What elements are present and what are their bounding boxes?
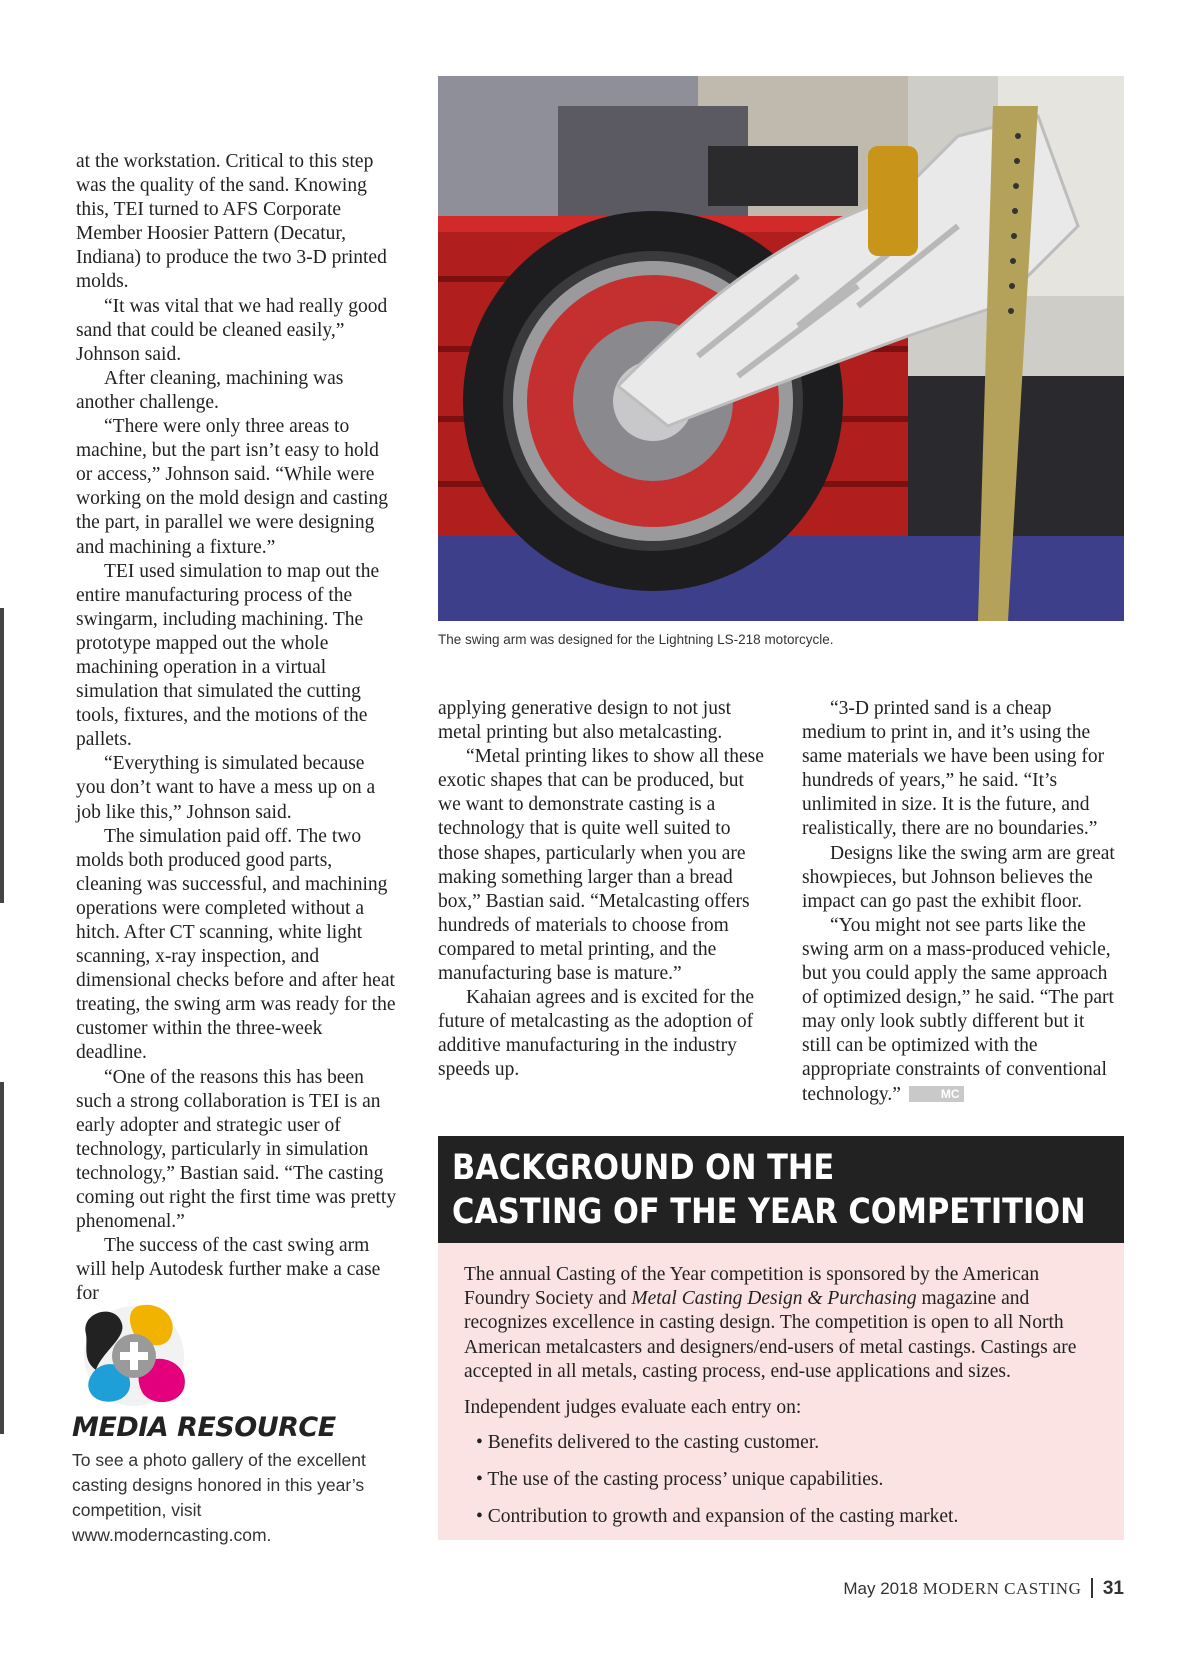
page-number: 31 (1102, 1578, 1124, 1599)
paragraph: “Everything is simulated because you don’t want to have a mess up on a job like this,” Johnson said. (76, 753, 376, 823)
magazine-title: Metal Casting Design & Purchasing (631, 1288, 917, 1310)
photo-caption: The swing arm was designed for the Lightning LS-218 motorcycle. (438, 632, 834, 647)
paragraph: After cleaning, machining was another challenge. (76, 367, 344, 413)
list-item: • Benefits delivered to the casting customer. (476, 1432, 820, 1453)
criteria-list (476, 1431, 958, 1542)
paragraph: TEI used simulation to map out the entire manufacturing process of the swingarm, including machining. The prototype mapped out the whole machining operation in a virtual simulation that simulated the cutting tools, fixtures, and the motions of the pallets. (76, 560, 380, 751)
intro-text: magazine and recognizes excellence in casting design. The competition is open to all North American metalcasters and designers/end-users of metal castings. Castings are accepted in all metals, casting process, end-use applications and sizes. (464, 1288, 1077, 1382)
footer-divider (1091, 1578, 1093, 1598)
sidebar-title-line: BACKGROUND ON THE (452, 1148, 835, 1188)
page-edge-tab (0, 1082, 4, 1434)
sidebar-body (438, 1243, 1124, 1540)
paragraph-text: “You might not see parts like the swing arm on a mass-produced vehicle, but you could apply the same approach of optimized design,” he said. “The part may only look subtly different but it still can be optimized with the appropriate constraints of conventional technology.” (802, 914, 1114, 1105)
sidebar-header (438, 1136, 1124, 1243)
motorcycle-swing-arm-photo (438, 76, 1124, 621)
middle-column (438, 697, 768, 1083)
issue-date: May 2018 (843, 1579, 919, 1598)
list-item: • The use of the casting process’ unique capabilities. (476, 1469, 884, 1490)
paragraph: applying generative design to not just metal printing but also metalcasting. (438, 698, 731, 744)
magazine-name: MODERN CASTING (922, 1579, 1082, 1598)
end-mark-badge: MC (909, 1086, 964, 1102)
photo-illustration (438, 76, 1124, 621)
sidebar-title (452, 1146, 1086, 1234)
left-column (76, 150, 398, 1307)
media-resource-text: To see a photo gallery of the excellent casting designs honored in this year’s competition, visit www.moderncasting.com. (72, 1450, 366, 1545)
right-column (802, 697, 1116, 1107)
list-item: • Contribution to growth and expansion of the casting market. (476, 1506, 959, 1527)
intro-text: The annual Casting of the Year competition is sponsored by the American Foundry Society and (464, 1264, 1040, 1310)
paragraph: “It was vital that we had really good sand that could be cleaned easily,” Johnson said. (76, 295, 388, 365)
paragraph: “Metal printing likes to show all these exotic shapes that can be produced, but we want to demonstrate casting is a technology that is quite well suited to those shapes, particularly when you are making something larger than a bread box,” Bastian said. “Metalcasting offers hundreds of materials to choose from compared to metal printing, and the manufacturing base is mature.” (438, 746, 764, 985)
paragraph: The simulation paid off. The two molds both produced good parts, cleaning was successful, and machining operations were completed without a hitch. After CT scanning, white light scanning, x-ray inspection, and dimensional checks before and after heat treating, the swing arm was ready for the customer within the three-week deadline. (76, 825, 396, 1064)
paragraph: Kahaian agrees and is excited for the future of metalcasting as the adoption of additive manufacturing in the industry speeds up. (438, 987, 755, 1081)
paragraph (802, 914, 1116, 1107)
judges-text: Independent judges evaluate each entry on: (464, 1397, 802, 1418)
paragraph: at the workstation. Critical to this step was the quality of the sand. Knowing this, TEI turned to AFS Corporate Member Hoosier Pattern (Decatur, Indiana) to produce the two 3-D printed molds. (76, 151, 387, 293)
sidebar-title-line: CASTING OF THE YEAR COMPETITION (452, 1192, 1086, 1232)
page-footer (843, 1578, 1124, 1600)
paragraph: Designs like the swing arm are great showpieces, but Johnson believes the impact can go past the exhibit floor. (802, 842, 1115, 912)
paragraph: “One of the reasons this has been such a strong collaboration is TEI is an early adopter and strategic user of technology, particularly in simulation technology,” Bastian said. “The casting coming out right the first time was pretty phenomenal.” (76, 1066, 397, 1233)
media-resource-title: MEDIA RESOURCE (72, 1412, 336, 1443)
paragraph: “3-D printed sand is a cheap medium to print in, and it’s using the same materials we have been using for hundreds of years,” he said. “It’s unlimited in size. It is the future, and realistically, there are no boundaries.” (802, 698, 1105, 840)
paragraph: The success of the cast swing arm will help Autodesk further make a case for (76, 1235, 381, 1305)
paragraph: “There were only three areas to machine, but the part isn’t easy to hold or access,” Johnson said. “While were working on the mold design and casting the part, in parallel we were designing and machining a fixture.” (76, 416, 388, 558)
media-resource-logo-icon (72, 1300, 197, 1412)
sidebar-intro (464, 1263, 1104, 1384)
page-edge-tab (0, 608, 4, 903)
